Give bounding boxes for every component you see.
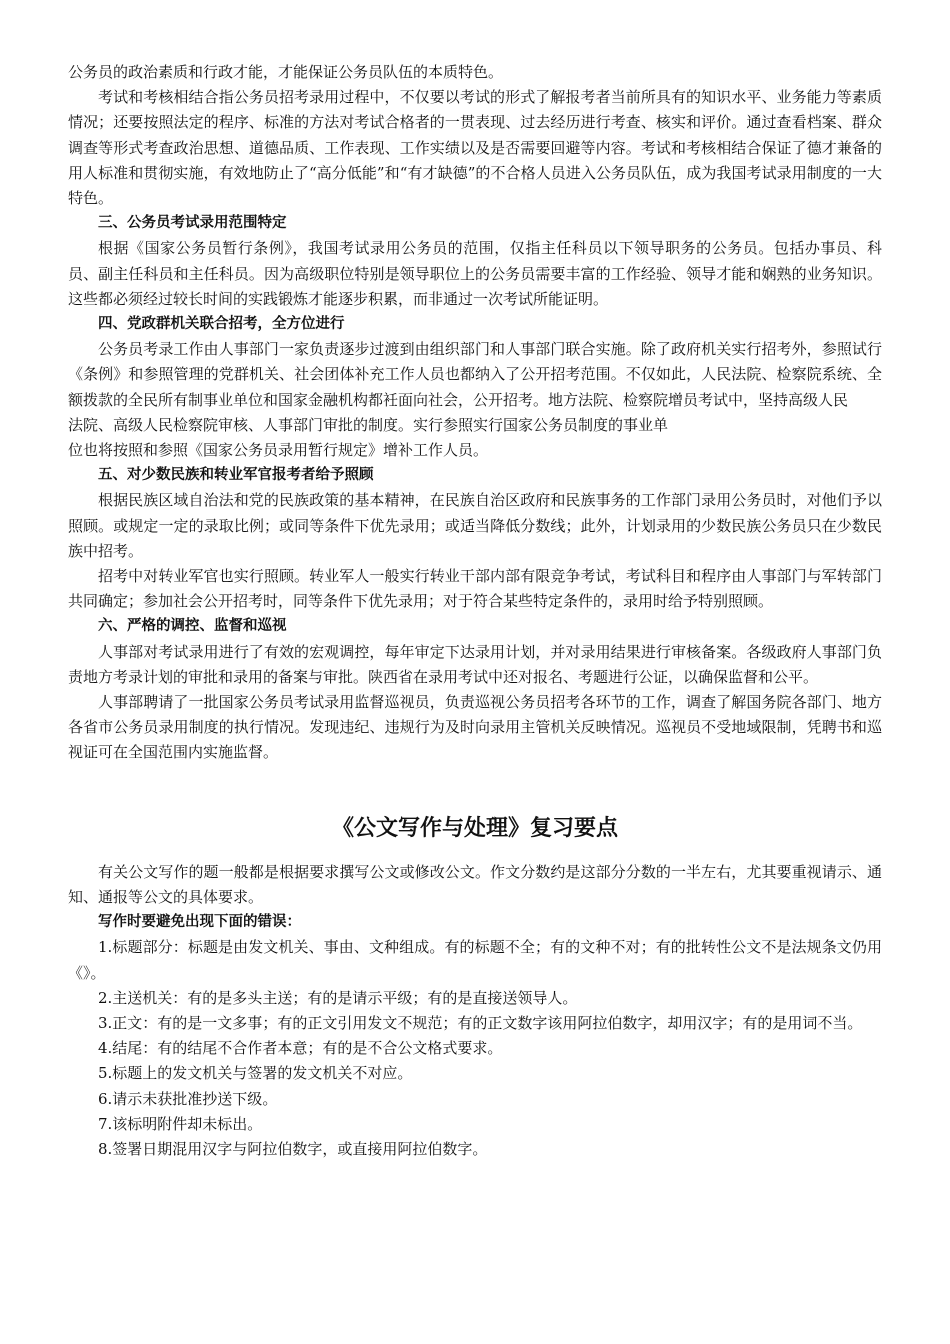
document-page xyxy=(68,60,882,1162)
list-item: 4.结尾：有的结尾不合作者本意；有的是不合公文格式要求。 xyxy=(98,1039,503,1058)
paragraph-joint-recruitment-line2: 法院、高级人民检察院审核、人事部门审批的制度。实行参照实行国家公务员制度的事业单 xyxy=(68,415,669,434)
paragraph-intro: 有关公文写作的题一般都是根据要求撰写公文或修改公文。作文分数约是这部分分数的一半左右，尤其要重视请示、通知、通报等公文的具体要求。 xyxy=(68,862,882,906)
list-item: 5.标题上的发文机关与签署的发文机关不对应。 xyxy=(98,1064,413,1083)
paragraph-veterans: 招考中对转业军官也实行照顾。转业军人一般实行转业干部内部有限竞争考试，考试科目和程序由人事部门与军转部门共同确定；参加社会公开招考时，同等条件下优先录用；对于符合某些特定条件的，录用时给予特别照顾。 xyxy=(68,567,882,611)
heading-section-5: 五、对少数民族和转业军官报考者给予照顾 xyxy=(98,467,374,484)
list-item: 1.标题部分：标题是由发文机关、事由、文种组成。有的标题不全；有的文种不对；有的批转性公文不是法规条文仍用《》。 xyxy=(68,938,882,982)
list-item: 8.签署日期混用汉字与阿拉伯数字，或直接用阿拉伯数字。 xyxy=(98,1139,488,1158)
heading-errors: 写作时要避免出现下面的错误： xyxy=(98,914,301,931)
paragraph-joint-recruitment: 公务员考录工作由人事部门一家负责逐步过渡到由组织部门和人事部门联合实施。除了政府机关实行招考外，参照试行《条例》和参照管理的党群机关、社会团体补充工作人员也都纳入了公开招考范围。不仅如此，人民法院、检察院系统、全额拨款的全民所有制事业单位和国家金融机构都衽面向社会，公开招考。地方法院、检察院增员考试中，坚持高级人民 xyxy=(68,340,882,409)
document-title: 《公文写作与处理》复习要点 xyxy=(331,815,618,841)
heading-section-4: 四、党政群机关联合招考，全方位进行 xyxy=(98,316,345,333)
paragraph-macro-control: 人事部对考试录用进行了有效的宏观调控，每年审定下达录用计划，并对录用结果进行审核备案。各级政府人事部门负责地方考录计划的审批和录用的备案与审批。陕西省在录用考试中还对报名、考题进行公证，以确保监督和公平。 xyxy=(68,642,882,686)
paragraph-exam-assessment: 考试和考核相结合指公务员招考录用过程中，不仅要以考试的形式了解报考者当前所具有的知识水平、业务能力等素质情况；还要按照法定的程序、标准的方法对考试合格者的一贯表现、过去经历进行考查、核实和评价。通过查看档案、群众调查等形式考查政治思想、道德品质、工作表现、工作实绩以及是否需要回避等内容。考试和考核相结合保证了德才兼备的用人标准和贯彻实施，有效地防止了“高分低能”和“有才缺德”的不合格人员进入公务员队伍，成为我国考试录用制度的一大特色。 xyxy=(68,88,882,208)
paragraph-continuation: 公务员的政治素质和行政才能，才能保证公务员队伍的本质特色。 xyxy=(68,63,504,81)
heading-section-6: 六、严格的调控、监督和巡视 xyxy=(98,618,287,635)
heading-section-3: 三、公务员考试录用范围特定 xyxy=(98,215,287,232)
list-item: 3.正文：有的是一文多事；有的正文引用发文不规范；有的正文数字该用阿拉伯数字，却用汉字；有的是用词不当。 xyxy=(98,1013,863,1032)
paragraph-minorities: 根据民族区域自治法和党的民族政策的基本精神，在民族自治区政府和民族事务的工作部门录用公务员时，对他们予以照顾。或规定一定的录取比例；或同等条件下优先录用；或适当降低分数线；此外，计划录用的少数民族公务员只在少数民族中招考。 xyxy=(68,491,882,560)
list-item: 6.请示未获批准抄送下级。 xyxy=(98,1089,278,1108)
list-item: 2.主送机关：有的是多头主送；有的是请示平级；有的是直接送领导人。 xyxy=(98,988,578,1007)
list-item: 7.该标明附件却未标出。 xyxy=(98,1114,263,1133)
paragraph-scope: 根据《国家公务员暂行条例》，我国考试录用公务员的范围，仅指主任科员以下领导职务的公务员。包括办事员、科员、副主任科员和主任科员。因为高级职位特别是领导职位上的公务员需要丰富的工作经验、领导才能和娴熟的业务知识。这些都必须经过较长时间的实践锻炼才能逐步积累，而非通过一次考试所能证明。 xyxy=(68,239,882,308)
paragraph-joint-recruitment-line3: 位也将按照和参照《国家公务员录用暂行规定》增补工作人员。 xyxy=(68,441,489,460)
paragraph-inspectors: 人事部聘请了一批国家公务员考试录用监督巡视员，负责巡视公务员招考各环节的工作，调查了解国务院各部门、地方各省市公务员录用制度的执行情况。发现违纪、违规行为及时向录用主管机关反映情况。巡视员不受地域限制，凭聘书和巡视证可在全国范围内实施监督。 xyxy=(68,693,882,762)
